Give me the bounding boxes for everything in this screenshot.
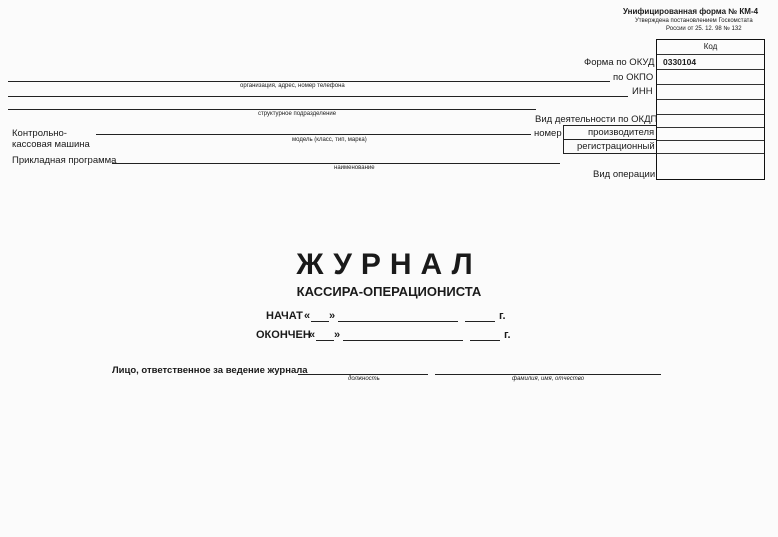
operation-label: Вид операции [593,169,656,180]
position-caption: должность [348,376,380,382]
responsible-label: Лицо, ответственное за ведение журнала [112,365,308,376]
registration-label: регистрационный [577,141,655,152]
started-quote-close: » [329,310,336,322]
name-line [435,374,661,375]
inn-label: ИНН [632,86,653,97]
okud-value: 0330104 [663,57,697,67]
started-quote-open: « [304,310,311,322]
ended-label: ОКОНЧЕН [256,329,311,341]
ended-year: г. [504,329,511,341]
org-caption: организация, адрес, номер телефона [240,83,345,89]
manufacturer-label: производителя [588,127,655,138]
journal-subtitle: КАССИРА-ОПЕРАЦИОНИСТА [296,284,482,299]
unit-line [8,109,536,110]
org-line [8,81,610,82]
unit-caption: структурное подразделение [258,111,337,117]
ended-quote-open: « [309,329,316,341]
okdp-label: Вид деятельности по ОКДП [535,114,658,125]
kkm-label-2: кассовая машина [12,139,90,150]
approved-line-1: Утверждена постановлением Госкомстата [635,18,753,24]
org-line-2 [8,96,628,97]
fio-caption: фамилия, имя, отчество [512,376,585,382]
ended-month-line [343,340,463,341]
codes-box [656,39,765,180]
number-label: номер [534,128,562,139]
kkm-label-1: Контрольно- [12,128,67,139]
started-year: г. [499,310,506,322]
journal-title: ЖУРНАЛ [296,248,482,281]
approved-line-2: России от 25. 12. 98 № 132 [666,26,742,32]
started-label: НАЧАТ [266,310,303,322]
okud-label: Форма по ОКУД [584,57,655,68]
name-caption: наименование [334,165,375,171]
codes-header: Код [703,42,718,51]
started-year-line [465,321,495,322]
position-line [298,374,428,375]
ended-year-line [470,340,500,341]
model-caption: модель (класс, тип, марка) [292,137,367,143]
started-month-line [338,321,458,322]
okpo-label: по ОКПО [613,72,654,83]
program-line [112,163,560,164]
ended-quote-close: » [334,329,341,341]
form-name: Унифицированная форма № КМ-4 [623,7,759,16]
program-label: Прикладная программа [12,155,117,166]
kkm-line [96,134,531,135]
